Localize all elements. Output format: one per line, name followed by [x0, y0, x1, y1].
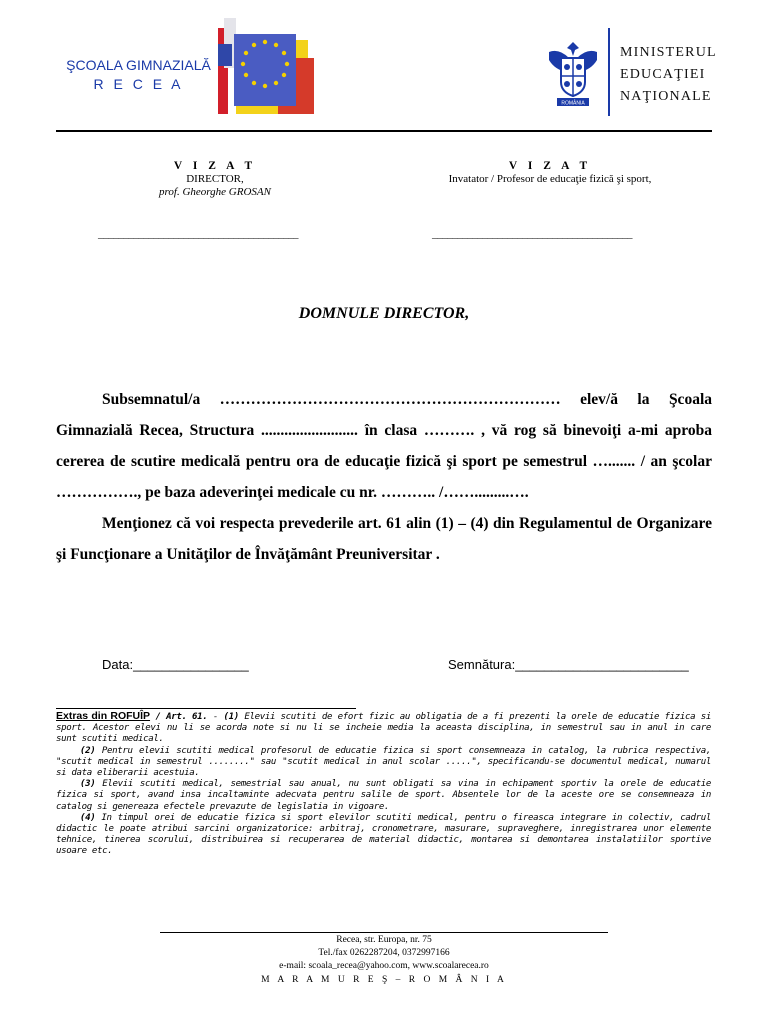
date-field [102, 657, 249, 672]
footer-phone: Tel./fax 0262287204, 0372997166 [318, 948, 450, 959]
ministry-line1: MINISTERUL [620, 45, 717, 60]
request-paragraph-1: Subsemnatul/a ………………………………………………………… elev/ă la Şcoala Gimnazială Recea, Structura ......................... în clasa ………. , vă rog să binevoiţi a-mi aproba cererea de scutire medicală pentru ora de educaţie fizică şi sport pe semestrul …....... / an şcolar ……………., pe baza adeverinţei medicale cu nr. ……….. /…….........…. [56, 391, 712, 501]
ministry-name [620, 42, 717, 108]
signature-line: ________________________ [515, 657, 689, 672]
extras-divider [56, 708, 356, 709]
ministry-line3: NAŢIONALE [620, 89, 712, 104]
vizat-teacher-role: Invatator / Profesor de educaţie fizică şi sport, [448, 173, 652, 185]
school-name [56, 56, 221, 94]
rofuip-extract [56, 711, 711, 858]
request-body [56, 384, 712, 570]
vizat-director [100, 160, 330, 199]
signature-label: Semnătura: [448, 657, 516, 672]
extract-article: Art. 61. [166, 712, 208, 722]
greeting: DOMNULE DIRECTOR, [298, 305, 470, 322]
footer-divider [160, 932, 608, 933]
extract-p3-num: (3) [80, 779, 96, 790]
extract-p4: In timpul orei de educatie fizica si sport elevilor scutiti medical, pentru o fireasca integrare in colectiv, cadrul didactic le poate atribui sarcini organizatorice: arbitraj, cronometrare, masurare, supraveghere, inregistrarea unor elemente tehnice, tinerea scorului, distribuirea si recuperarea de material didactic, montarea si demontarea instalatiilor sportive usoare etc. [56, 812, 711, 857]
ministry-line2: EDUCAŢIEI [620, 67, 706, 82]
school-name-line2: R E C E A [93, 76, 184, 92]
header-divider [56, 130, 712, 132]
extract-lead: Extras din ROFUÎP [56, 710, 151, 722]
extract-p1: Elevii scutiti de efort fizic au obligatia de a fi prezenti la orele de educatie fizica si sport. Acestor elevi nu li se acorda note si nu li se incheie media la aceasta disciplina, in semestrul sau in anul in care sunt scutiti medical. [56, 712, 712, 745]
footer-email: e-mail: scoala_recea@yahoo.com, www.scoalarecea.ro [279, 961, 489, 972]
footer [0, 934, 768, 987]
vizat-teacher-title: V I Z A T [508, 160, 592, 172]
romania-coat-of-arms-icon [545, 38, 601, 108]
extract-p1-num: (1) [223, 712, 239, 722]
signature-field [448, 657, 689, 672]
teacher-signature-line: ________________________________________ [432, 228, 632, 240]
ministry-divider [608, 28, 610, 116]
director-signature-line: ________________________________________ [98, 228, 298, 240]
extract-p2: Pentru elevii scutiti medical profesorul de educatie fizica si sport consemneaza in catalog, la rubrica respectiva, "scutit medical in semestrul ........" sau "scutit medical in anul scolar .....", specificandu-se documentul medical, numarul si data eliberarii acestuia. [56, 745, 711, 779]
footer-country: M A R A M U R E Ş – R O M Â N I A [261, 974, 507, 985]
date-line: ________________ [133, 657, 249, 672]
vizat-director-name: prof. Gheorghe GROSAN [159, 186, 271, 198]
vizat-director-title: V I Z A T [173, 160, 257, 172]
extract-p3: Elevii scutiti medical, semestrial sau anual, nu sunt obligati sa vina in echipament sportiv la orele de educatie fizica si sport, avand insa incaltaminte adecvata pentru salile de sport. Absentele lor de la aceste ore se consemneaza in catalog si genereaza efectele prevazute de legislatia in vigoare. [56, 779, 711, 812]
extract-p4-num: (4) [80, 812, 96, 823]
extract-article-dash: - [207, 712, 224, 722]
school-name-line1: ŞCOALA GIMNAZIALĂ [66, 57, 211, 73]
extract-separator: / [150, 712, 167, 722]
vizat-director-role: DIRECTOR, [186, 173, 244, 185]
eu-flag-logo [218, 18, 318, 114]
footer-address: Recea, str. Europa, nr. 75 [336, 935, 432, 945]
vizat-teacher [410, 160, 690, 186]
extract-p2-num: (2) [80, 745, 96, 756]
request-paragraph-2: Menţionez că voi respecta prevederile art. 61 alin (1) – (4) din Regulamentul de Organizare şi Funcţionare a Unităţilor de Învăţământ Preuniversitar . [56, 515, 712, 563]
crest-caption: ROMÂNIA [561, 100, 585, 107]
date-label: Data: [102, 657, 134, 672]
